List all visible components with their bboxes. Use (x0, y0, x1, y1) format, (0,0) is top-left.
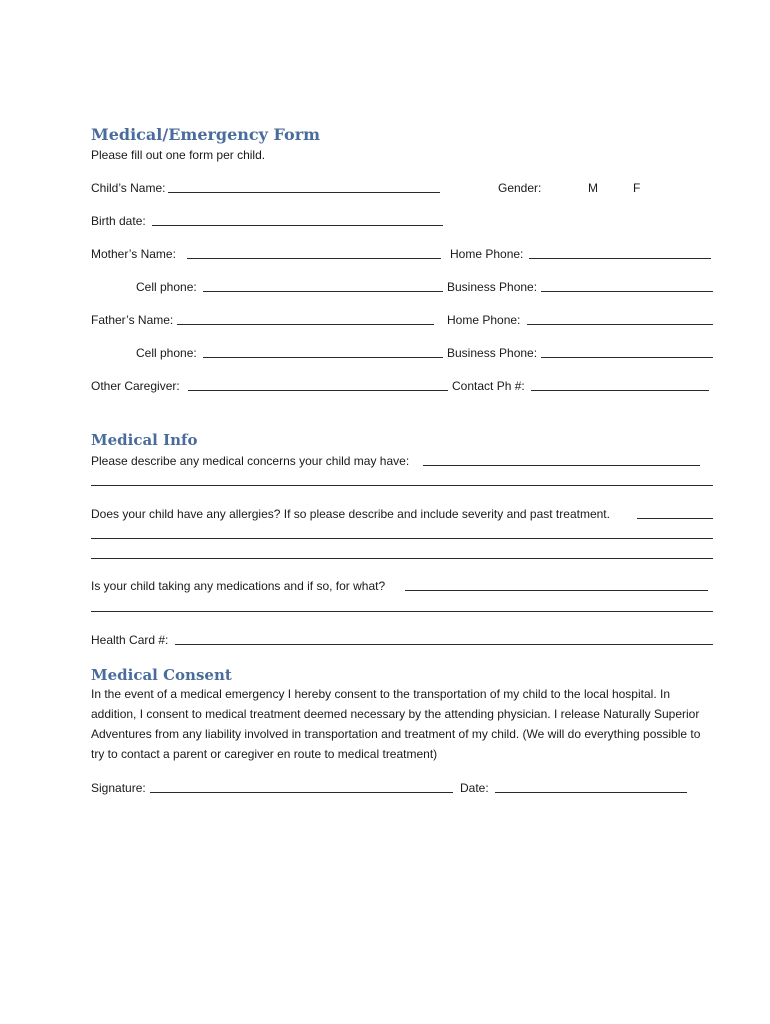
medical-concerns-field-1[interactable] (423, 465, 700, 466)
contact-phone-label: Contact Ph #: (452, 379, 525, 393)
gender-label: Gender: (498, 181, 542, 195)
medications-field-1[interactable] (405, 590, 708, 591)
health-card-label: Health Card #: (91, 633, 169, 647)
other-caregiver-field[interactable] (188, 390, 448, 391)
mothers-cell-phone-label: Cell phone: (136, 280, 197, 294)
date-label: Date: (460, 781, 489, 795)
form-instruction: Please fill out one form per child. (91, 148, 266, 162)
medical-concerns-question: Please describe any medical concerns your child may have: (91, 454, 410, 468)
mothers-name-field[interactable] (187, 258, 441, 259)
medications-field-2[interactable] (91, 611, 713, 612)
gender-option-f[interactable]: F (633, 181, 641, 195)
birth-date-label: Birth date: (91, 214, 146, 228)
consent-text: In the event of a medical emergency I hereby consent to the transportation of my child to the local hospital. In addition, I consent to medical treatment deemed necessary by the attending physician. I release Naturally Superior Adventures from any liability involved in transportation and treatment of my child. (We will do everything possible to try to contact a parent or caregiver en route to medical treatment) (91, 687, 701, 761)
allergies-field-1[interactable] (637, 518, 713, 519)
allergies-question: Does your child have any allergies? If so please describe and include severity and past treatment. (91, 507, 610, 521)
mothers-name-label: Mother’s Name: (91, 247, 176, 261)
mothers-home-phone-label: Home Phone: (450, 247, 524, 261)
signature-label: Signature: (91, 781, 146, 795)
medical-info-heading: Medical Info (91, 431, 198, 449)
medications-question: Is your child taking any medications and if so, for what? (91, 579, 386, 593)
fathers-name-field[interactable] (177, 324, 434, 325)
health-card-field[interactable] (175, 644, 713, 645)
mothers-home-phone-field[interactable] (529, 258, 711, 259)
mothers-business-phone-field[interactable] (541, 291, 713, 292)
allergies-field-2[interactable] (91, 538, 713, 539)
birth-date-field[interactable] (152, 225, 443, 226)
childs-name-label: Child’s Name: (91, 181, 166, 195)
fathers-home-phone-label: Home Phone: (447, 313, 521, 327)
fathers-home-phone-field[interactable] (527, 324, 713, 325)
mothers-cell-phone-field[interactable] (203, 291, 443, 292)
medical-consent-heading: Medical Consent (91, 666, 232, 684)
allergies-field-3[interactable] (91, 558, 713, 559)
gender-option-m[interactable]: M (588, 181, 598, 195)
form-title: Medical/Emergency Form (91, 125, 321, 144)
date-field[interactable] (495, 792, 687, 793)
contact-phone-field[interactable] (531, 390, 709, 391)
fathers-business-phone-label: Business Phone: (447, 346, 538, 360)
signature-field[interactable] (150, 792, 453, 793)
childs-name-field[interactable] (168, 192, 440, 193)
fathers-cell-phone-field[interactable] (203, 357, 443, 358)
fathers-business-phone-field[interactable] (541, 357, 713, 358)
fathers-cell-phone-label: Cell phone: (136, 346, 197, 360)
fathers-name-label: Father’s Name: (91, 313, 174, 327)
mothers-business-phone-label: Business Phone: (447, 280, 538, 294)
other-caregiver-label: Other Caregiver: (91, 379, 180, 393)
medical-concerns-field-2[interactable] (91, 485, 713, 486)
